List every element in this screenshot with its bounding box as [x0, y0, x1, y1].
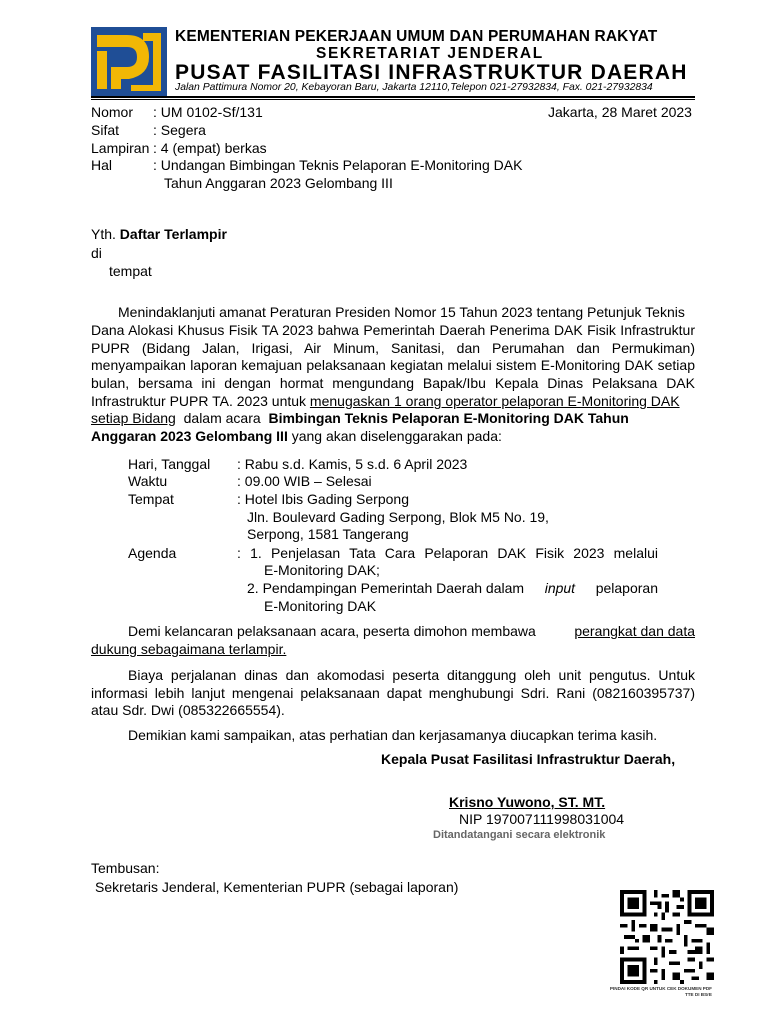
letterhead-rule [91, 96, 695, 98]
para1-line: bulan, bersama ini dengan hormat mengundang Bapak/Ibu Kepala Dinas Pelaksana DAK [91, 375, 695, 391]
recipient-name: Daftar Terlampir [119, 226, 227, 242]
agenda-item-1: : 1. Penjelasan Tata Cara Pelaporan DAK Fisik 2023 melalui [237, 545, 658, 561]
waktu-value: : 09.00 WIB – Selesai [237, 473, 372, 489]
para1-text: Infrastruktur PUPR TA. 2023 untuk [91, 393, 307, 409]
letterhead-rule-thin [91, 99, 695, 100]
agenda-2-italic: input [544, 580, 576, 596]
tempat-event-label: Tempat [128, 491, 174, 507]
para1-underlined: menugaskan 1 orang operator pelaporan E-Monitoring DAK [309, 393, 680, 409]
secretariat-name: SEKRETARIAT JENDERAL [316, 45, 544, 62]
event-title: Bimbingan Teknis Pelaporan E-Monitoring DAK Tahun [268, 410, 629, 426]
para2-line-underlined: dukung sebagaimana terlampir. [91, 641, 287, 657]
para1-line: Dana Alokasi Khusus Fisik TA 2023 bahwa Pemerintah Daerah Penerima DAK Fisik Infrastruktur [91, 322, 695, 338]
hari-value: : Rabu s.d. Kamis, 5 s.d. 6 April 2023 [237, 456, 468, 472]
office-address: Jalan Pattimura Nomor 20, Kebayoran Baru, Jakarta 12110,Telepon 021-27932834, Fax. 021-27932834 [175, 82, 653, 93]
agenda-item-2 [247, 580, 658, 597]
tembusan-label: Tembusan: [91, 860, 160, 876]
signatory-nip: NIP 197007111998031004 [459, 811, 625, 827]
agenda-label: Agenda [128, 545, 177, 561]
qr-code-icon [620, 890, 714, 984]
para1-line: PUPR (Bidang Jalan, Irigasi, Air Minum, Sanitasi, dan Perumahan dan Permukiman) [91, 340, 695, 356]
lampiran-label: Lampiran [91, 140, 150, 156]
hari-label: Hari, Tanggal [128, 456, 211, 472]
ministry-logo [91, 27, 167, 97]
para1-line: Menindaklanjuti amanat Peraturan Presiden Nomor 15 Tahun 2023 tentang Petunjuk Teknis [118, 304, 685, 320]
lampiran-value: : 4 (empat) berkas [153, 140, 267, 156]
tempat-address: Serpong, 1581 Tangerang [247, 526, 409, 542]
tempat-address: Jln. Boulevard Gading Serpong, Blok M5 No. 19, [247, 509, 549, 525]
esign-note: Ditandatangani secara elektronik [433, 829, 606, 841]
agenda-2-text-end: pelaporan [595, 580, 658, 596]
agenda-2-text: 2. Pendampingan Pemerintah Daerah dalam [247, 580, 525, 596]
qr-caption: PINDAI KODE QR UNTUK CEK DOKUMEN PDF TTE DI BSrE [609, 986, 712, 997]
yth-label: Yth. [91, 226, 116, 242]
para1-line [91, 428, 502, 445]
para1-line [91, 410, 695, 427]
para3-line: Biaya perjalanan dinas dan akomodasi peserta ditanggung oleh unit pengutus. Untuk [128, 667, 695, 683]
tempat-event-value: : Hotel Ibis Gading Serpong [237, 491, 409, 507]
para2-underlined: perangkat dan data [574, 623, 695, 639]
para3-line: atau Sdr. Dwi (085322665554). [91, 702, 285, 718]
waktu-label: Waktu [128, 473, 168, 489]
ministry-name: KEMENTERIAN PEKERJAAN UMUM DAN PERUMAHAN RAKYAT [175, 28, 658, 45]
place-date: Jakarta, 28 Maret 2023 [548, 104, 692, 120]
para1-line: menyampaikan laporan kemajuan pelaksanaan kegiatan melalui sistem E-Monitoring DAK setiap [91, 357, 695, 373]
di-label: di [91, 245, 102, 261]
hal-value-cont: Tahun Anggaran 2023 Gelombang III [164, 175, 393, 191]
para1-text: yang akan diselenggarakan pada: [287, 428, 502, 444]
para2-line [128, 623, 695, 640]
para1-underlined: setiap Bidang [91, 410, 176, 426]
recipient-line [91, 226, 227, 243]
signatory-name: Krisno Yuwono, ST. MT. [449, 794, 606, 810]
para1-text: dalam acara [183, 410, 261, 426]
hal-label: Hal [91, 157, 113, 173]
nomor-label: Nomor [91, 104, 134, 120]
tembusan-item: Sekretaris Jenderal, Kementerian PUPR (sebagai laporan) [95, 879, 459, 895]
hal-value: : Undangan Bimbingan Teknis Pelaporan E-Monitoring DAK [153, 157, 523, 173]
sifat-label: Sifat [91, 122, 120, 138]
closing-sentence: Demikian kami sampaikan, atas perhatian dan kerjasamanya diucapkan terima kasih. [128, 727, 658, 743]
nomor-value: : UM 0102-Sf/131 [153, 104, 263, 120]
para1-line [91, 393, 680, 410]
para2-text: Demi kelancaran pelaksanaan acara, peserta dimohon membawa [128, 623, 536, 639]
signatory-title: Kepala Pusat Fasilitasi Infrastruktur Daerah, [381, 751, 676, 767]
sifat-value: : Segera [153, 122, 206, 138]
event-title-cont: Anggaran 2023 Gelombang III [91, 428, 288, 444]
center-name: PUSAT FASILITASI INFRASTRUKTUR DAERAH [175, 61, 688, 84]
agenda-item-2-cont: E-Monitoring DAK [264, 598, 377, 614]
agenda-item-1-cont: E-Monitoring DAK; [264, 562, 380, 578]
para3-line: informasi lebih lanjut mengenai pelaksanaan dapat menghubungi Sdri. Rani (082160395737) [91, 685, 695, 701]
tempat-label: tempat [109, 263, 152, 279]
